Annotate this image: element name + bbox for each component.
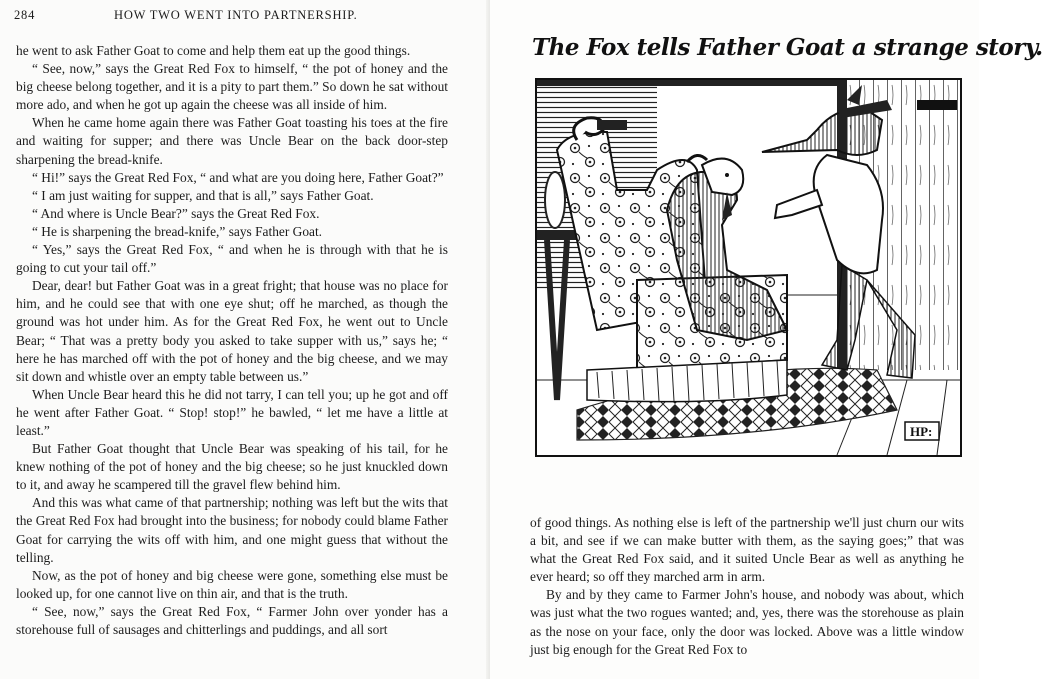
paragraph: “ See, now,” says the Great Red Fox, “ Farmer John over yonder has a storehouse full of sausages and chitterlings and puddings, and all sort <box>16 603 448 637</box>
left-page <box>0 0 490 679</box>
paragraph: Now, as the pot of honey and big cheese were gone, something else must be looked up, for one cannot live on thin air, and that is the truth. <box>16 567 448 601</box>
paragraph: “ He is sharpening the bread-knife,” says Father Goat. <box>32 223 323 239</box>
candle-vase <box>545 172 565 228</box>
left-text-column <box>16 42 448 639</box>
armchair <box>557 118 787 402</box>
paragraph: of good things. As nothing else is left of the partnership we'll just churn our wits a bit, and see if we can make butter with them, as the saying goes;” that was what the Great Red Fox said, and it suited Uncle Bear as well as anything he ever heard; so off they marched arm in arm. <box>530 515 964 585</box>
illustration <box>535 78 962 457</box>
paragraph: By and by they came to Farmer John's house, and nobody was about, which was just what the two rogues wanted; and, yes, there was the storehouse as plain as the nose on your face, only the door was locked. Above was a little window just big enough for the Great Red Fox to <box>530 587 964 657</box>
fox-and-goat-illustration <box>537 80 960 455</box>
paragraph: Dear, dear! but Father Goat was in a great fright; that house was no place for him, and he could see that with one eye shut; off he marched, as though the ground was hot under him. As for the Great Red Fox, he went out to Uncle Bear; “ That was a pretty body you asked to take supper with us,” says he; “ here he has marched off with the pot of honey and the big cheese, and we may sit down and whistle over an empty table between us.” <box>16 278 448 384</box>
running-head-title: HOW TWO WENT INTO PARTNERSHIP. <box>114 8 358 22</box>
running-head <box>14 8 474 26</box>
paragraph: When Uncle Bear heard this he did not tarry, I can tell you; up he got and off he went after Father Goat. “ Stop! stop!” he bawled, “ let me have a little at least.” <box>16 386 448 438</box>
svg-text:HP:: HP: <box>910 424 933 439</box>
paragraph: When he came home again there was Father Goat toasting his toes at the fire and waiting for supper; and there was Uncle Bear on the back door-step sharpening the bread-knife. <box>16 115 448 167</box>
page-number: 284 <box>14 8 36 22</box>
paragraph: “ Yes,” says the Great Red Fox, “ and when he is through with that he is going to cut your tail off.” <box>16 242 448 276</box>
paragraph: “ And where is Uncle Bear?” says the Great Red Fox. <box>32 205 320 221</box>
illustration-caption: The Fox tells Father Goat a strange story. <box>532 34 1043 61</box>
paragraph: “ See, now,” says the Great Red Fox to himself, “ the pot of honey and the big cheese belong together, and it is a pity to part them.” So down he sat without more ado, and when he got up again the cheese was all inside of him. <box>16 61 448 113</box>
paragraph: But Father Goat thought that Uncle Bear was speaking of his tail, for he knew nothing of the pot of honey and the big cheese; so he just knuckled down to it, and away he scampered till the gravel flew behind him. <box>16 441 448 493</box>
paragraph: he went to ask Father Goat to come and help them eat up the good things. <box>16 43 411 58</box>
paragraph: “ I am just waiting for supper, and that is all,” says Father Goat. <box>32 187 374 203</box>
artist-monogram <box>905 422 939 440</box>
paragraph: “ Hi!” says the Great Red Fox, “ and what are you doing here, Father Goat?” <box>32 169 444 185</box>
paragraph: And this was what came of that partnership; nothing was left but the wits that the Great Red Fox had brought into the business; for nobody could blame Father Goat for carrying the wits off with him, and one might guess that without the telling. <box>16 495 448 565</box>
right-text-column <box>530 514 964 659</box>
